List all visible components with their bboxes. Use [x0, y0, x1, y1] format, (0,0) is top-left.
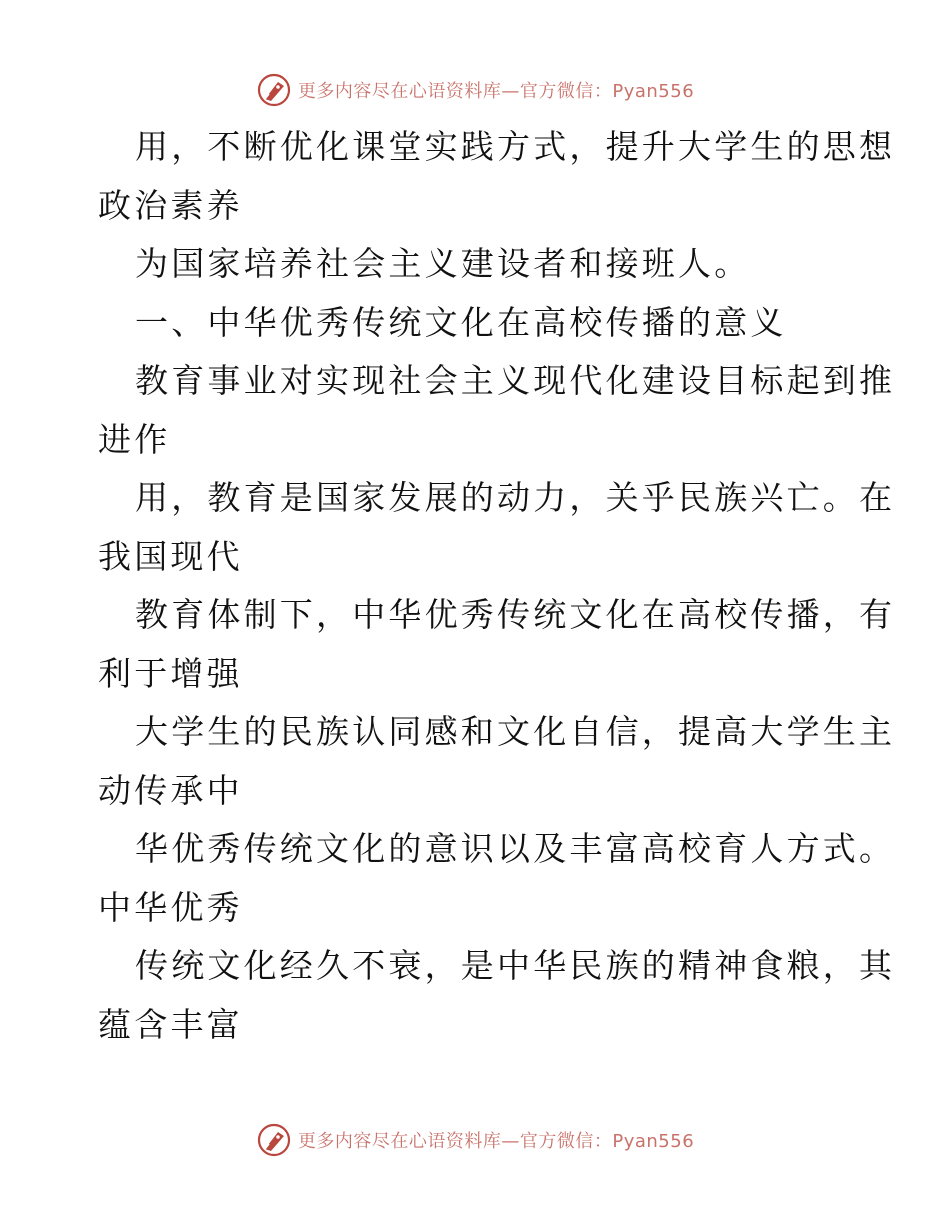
text-line: 进作 [98, 419, 171, 459]
text-line: 为国家培养社会主义建设者和接班人。 [135, 244, 751, 283]
text-line: 用，不断优化课堂实践方式，提升大学生的思想 [135, 127, 896, 166]
text-line: 传统文化经久不衰，是中华民族的精神食粮，其 [135, 946, 896, 985]
text-line: 华优秀传统文化的意识以及丰富高校育人方式。 [135, 829, 896, 868]
text-line: 大学生的民族认同感和文化自信，提高大学生主 [135, 712, 896, 751]
text-line: 教育事业对实现社会主义现代化建设目标起到推 [135, 361, 896, 400]
text-line: 政治素养 [98, 185, 243, 225]
section-heading: 一、中华优秀传统文化在高校传播的意义 [135, 302, 787, 342]
text-line: 中华优秀 [98, 887, 243, 927]
text-line: 我国现代 [98, 536, 243, 576]
text-line: 利于增强 [98, 653, 243, 693]
header-banner-text: 更多内容尽在心语资料库—官方微信：Pyan556 [297, 81, 695, 102]
footer-banner [0, 1120, 950, 1160]
text-line: 教育体制下，中华优秀传统文化在高校传播，有 [135, 595, 896, 634]
pen-nib-logo-icon [256, 72, 292, 108]
footer-banner-text: 更多内容尽在心语资料库—官方微信：Pyan556 [297, 1131, 695, 1152]
header-banner [0, 70, 950, 110]
text-line: 用，教育是国家发展的动力，关乎民族兴亡。在 [135, 478, 896, 517]
text-line: 动传承中 [98, 770, 243, 810]
document-body [98, 118, 896, 1054]
pen-nib-logo-icon [256, 1122, 292, 1158]
text-line: 蕴含丰富 [98, 1004, 243, 1044]
